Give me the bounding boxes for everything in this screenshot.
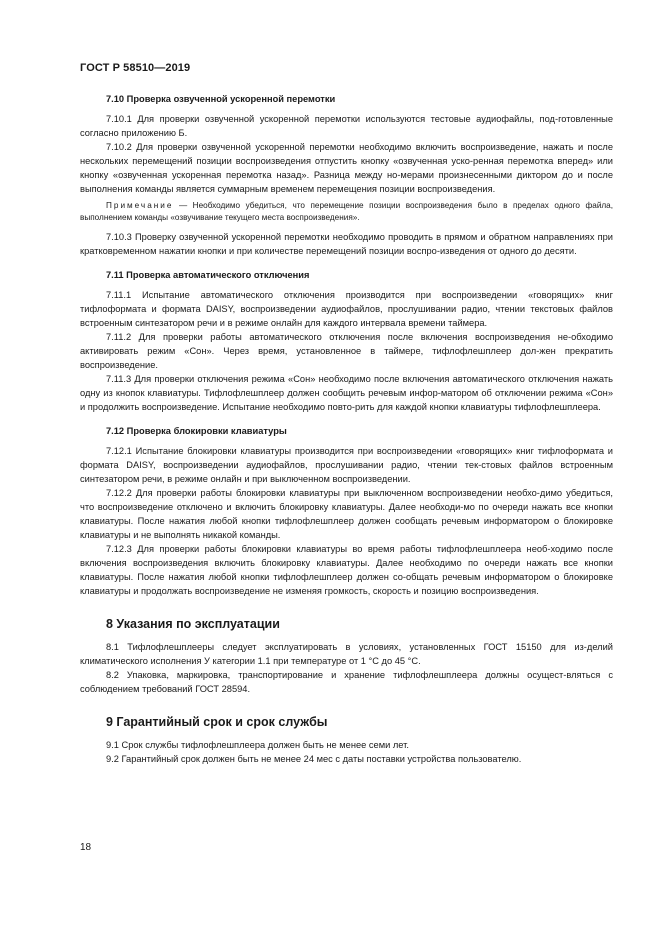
note-label: Примечание — [106, 201, 174, 210]
section-9-title: 9 Гарантийный срок и срок службы — [106, 715, 328, 729]
para-7-11-2: 7.11.2 Для проверки работы автоматического отключения после включения воспроизведения не-обходимо активировать режим «Сон». Через время, установленное в таймере, тифлофлешплеер дол-жен прекратить воспроизведение. — [80, 332, 613, 370]
note-7-10 — [80, 200, 613, 224]
section-7-11-title: 7.11 Проверка автоматического отключения — [106, 270, 310, 280]
para-7-12-2: 7.12.2 Для проверки работы блокировки клавиатуры при выключенном воспроизведении необхо-димо убедиться, что воспроизведение отключено и включить блокировку клавиатуры. Далее необходи-мо по очереди нажать все кнопки клавиатуры. После нажатия любой кнопки тифлофлешплеер должен сообщать речевым информатором о блокировке клавиатуры и не выполнять никакой команды. — [80, 488, 613, 540]
standard-header: ГОСТ Р 58510—2019 — [80, 62, 191, 74]
section-7-10-title: 7.10 Проверка озвученной ускоренной перемотки — [106, 94, 336, 104]
para-7-11-1: 7.11.1 Испытание автоматического отключения производится при воспроизведении «говорящих» книг тифлоформата и формата DAISY, воспроизведении аудиофайлов, прослушивании радио, чтении текстовых файлов встроенным синтезатором речи и в режиме онлайн для каждого интервала времени таймера. — [80, 290, 613, 328]
page-number: 18 — [80, 842, 92, 853]
para-7-12-1: 7.12.1 Испытание блокировки клавиатуры производится при воспроизведении «говорящих» книг тифлоформата и формата DAISY, воспроизведении аудиофайлов, прослушивании радио, чтении тек-стовых файлов встроенным синтезатором речи, в режиме онлайн и при выключенном воспроизведении. — [80, 446, 613, 484]
section-8-title: 8 Указания по эксплуатации — [106, 617, 280, 631]
para-7-10-1: 7.10.1 Для проверки озвученной ускоренной перемотки используются тестовые аудиофайлы, под-готовленные согласно приложению Б. — [80, 114, 613, 138]
section-7-12-title: 7.12 Проверка блокировки клавиатуры — [106, 426, 287, 436]
para-7-10-3: 7.10.3 Проверку озвученной ускоренной перемотки необходимо проводить в прямом и обратном направлениях при кратковременном нажатии кнопки и при количестве перемещений позиции воспро-изведения от одного до десяти. — [80, 232, 613, 256]
para-7-12-3: 7.12.3 Для проверки работы блокировки клавиатуры во время работы тифлофлешплеера необ-ходимо после включения воспроизведения включить блокировку клавиатуры. Далее необходимо по очереди нажать все кнопки клавиатуры. После нажатия любой кнопки тифлофлешплеер должен со-общать речевым информатором о блокировке клавиатуры и продолжать воспроизведение не изменяя громкость, скорость и позицию воспроизведения. — [80, 544, 613, 596]
note-text: — Необходимо убедиться, что перемещение позиции воспроизведения было в пределах одного файла, выполнением команды «озвучивание текущего места воспроизведения». — [80, 201, 613, 222]
para-9-1: 9.1 Срок службы тифлофлешплеера должен быть не менее семи лет. — [106, 740, 409, 750]
para-7-11-3: 7.11.3 Для проверки отключения режима «Сон» необходимо после включения автоматического отключения нажать одну из кнопок клавиатуры. Тифлофлешплеер должен сообщить речевым инфор-матором об отключении режима «Сон» и продолжить воспроизведение. Испытание необходимо повто-рить для каждой кнопки клавиатуры тифлофлешплеера. — [80, 374, 613, 412]
page-content — [80, 92, 613, 766]
para-7-10-2: 7.10.2 Для проверки озвученной ускоренной перемотки необходимо включить воспроизведение, нажать и после нескольких перемещений позиции воспроизведения отпустить кнопку «озвученная уско-ренная перемотка вперед» или кнопку «озвученная ускоренная перемотка назад». Разница между но-мерами произнесенными диктором до и после выполнения команды является суммарным временем перемещения позиции воспроизведения. — [80, 142, 613, 194]
para-9-2: 9.2 Гарантийный срок должен быть не менее 24 мес с даты поставки устройства пользователю. — [106, 754, 522, 764]
para-8-1: 8.1 Тифлофлешплееры следует эксплуатировать в условиях, установленных ГОСТ 15150 для из-делий климатического исполнения У категории 1.1 при температуре от 1 °С до 45 °С. — [80, 642, 613, 666]
para-8-2: 8.2 Упаковка, маркировка, транспортирование и хранение тифлофлешплеера должны осущест-вляться с соблюдением требований ГОСТ 28594. — [80, 670, 613, 694]
